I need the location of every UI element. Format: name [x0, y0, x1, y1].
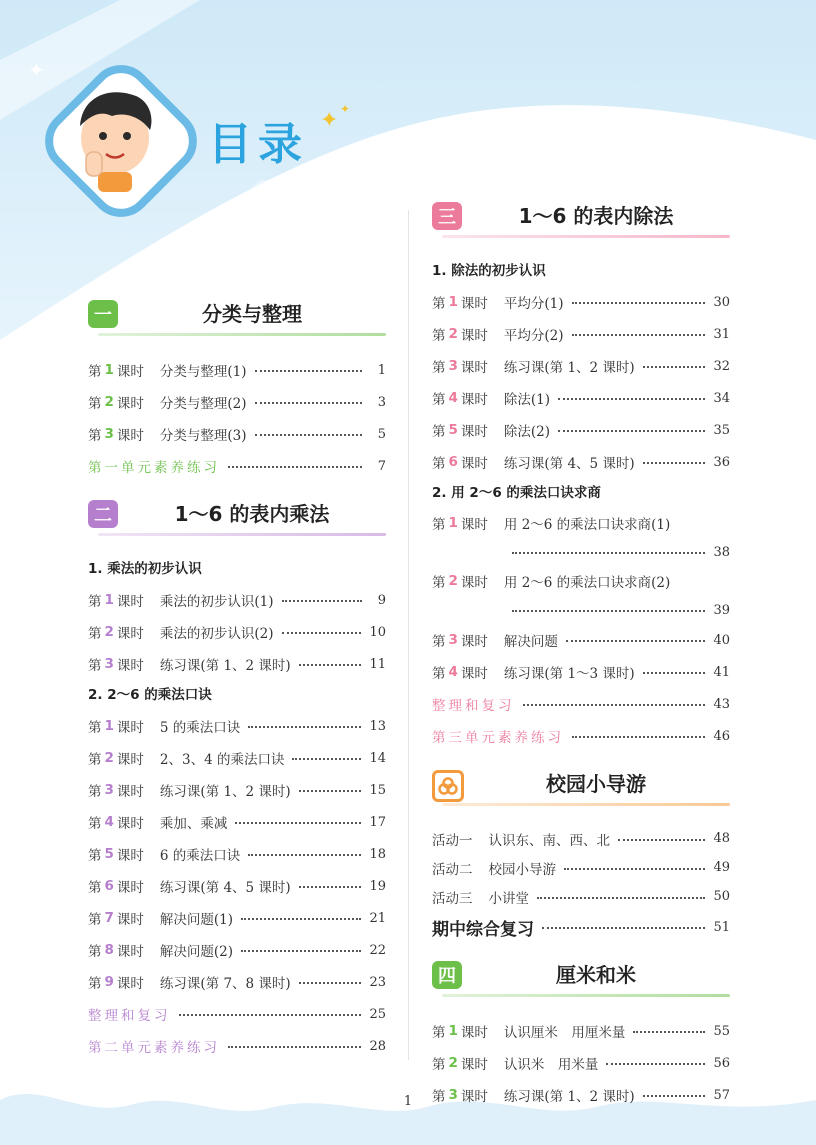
sparkle-icon: ✦ — [320, 108, 339, 133]
lesson-prefix: 第 — [432, 634, 446, 650]
entry-title: 乘法的初步认识(1) — [159, 594, 274, 610]
lesson-suffix: 课时 — [460, 634, 488, 650]
leader-dots — [643, 462, 706, 464]
entry-title: 解决问题(1) — [159, 912, 234, 928]
lesson-number: 1 — [448, 1023, 458, 1039]
page-ref: 31 — [713, 326, 730, 342]
page-ref: 57 — [713, 1087, 730, 1103]
section-badge: 四 — [432, 961, 462, 989]
lesson-prefix: 第 — [88, 976, 102, 992]
page-ref: 46 — [713, 728, 730, 744]
leader-dots — [299, 664, 362, 666]
leader-dots — [572, 736, 705, 738]
lesson-number: 4 — [448, 664, 458, 680]
lesson-suffix: 课时 — [116, 626, 144, 642]
toc-entry — [88, 418, 386, 450]
section-underline — [442, 803, 730, 806]
page-ref: 3 — [377, 394, 386, 410]
toc-entry — [432, 508, 730, 538]
lesson-suffix: 课时 — [116, 912, 144, 928]
leader-dots — [643, 672, 706, 674]
lesson-number: 4 — [448, 390, 458, 406]
lesson-number: 3 — [448, 358, 458, 374]
lesson-suffix: 课时 — [116, 594, 144, 610]
page-ref: 38 — [713, 544, 730, 560]
leader-dots — [558, 398, 705, 400]
toc-entry — [432, 911, 730, 943]
toc-entry — [88, 966, 386, 998]
lesson-prefix: 第 — [88, 848, 102, 864]
leader-dots — [564, 868, 705, 870]
entry-title: 练习课(第 4、5 课时) — [159, 880, 291, 896]
leader-dots — [558, 430, 705, 432]
lesson-prefix: 第 — [432, 456, 446, 472]
toc-entry — [88, 774, 386, 806]
subsection-title: 1. 乘法的初步认识 — [88, 561, 202, 577]
toc-entry — [88, 806, 386, 838]
page-ref: 43 — [713, 696, 730, 712]
page-number: 1 — [403, 1094, 413, 1109]
entry-title: 练习课(第 7、8 课时) — [159, 976, 291, 992]
toc-entry — [432, 656, 730, 688]
lesson-number: 1 — [448, 515, 458, 531]
entry-title: 第二单元素养练习 — [88, 1040, 220, 1056]
lesson-suffix: 课时 — [460, 392, 488, 408]
lesson-number: 3 — [448, 632, 458, 648]
lesson-suffix: 课时 — [116, 720, 144, 736]
lesson-number: 9 — [104, 974, 114, 990]
page-ref: 51 — [713, 919, 730, 935]
lesson-prefix: 第 — [88, 364, 102, 380]
toc-entry — [432, 824, 730, 853]
section-underline — [98, 333, 386, 336]
toc-entry — [88, 838, 386, 870]
entry-title: 练习课(第 4、5 课时) — [503, 456, 635, 472]
page-ref: 19 — [369, 878, 386, 894]
entry-title: 小讲堂 — [488, 890, 529, 907]
leader-dots — [241, 918, 361, 920]
lesson-prefix: 第 — [432, 296, 446, 312]
leader-dots — [241, 950, 361, 952]
leader-dots — [248, 854, 361, 856]
lesson-suffix: 课时 — [460, 328, 488, 344]
lesson-number: 1 — [104, 718, 114, 734]
page-ref: 10 — [369, 624, 386, 640]
lesson-prefix: 第 — [88, 784, 102, 800]
lesson-number: 3 — [104, 656, 114, 672]
lesson-suffix: 课时 — [460, 575, 488, 591]
lesson-suffix: 课时 — [460, 1025, 488, 1041]
page-title: 目录 — [208, 119, 308, 170]
entry-title: 整理和复习 — [432, 698, 515, 714]
lesson-suffix: 课时 — [116, 658, 144, 674]
entry-title: 整理和复习 — [88, 1008, 171, 1024]
leader-dots — [235, 822, 361, 824]
entry-title: 第三单元素养练习 — [432, 730, 564, 746]
leader-dots — [179, 1014, 362, 1016]
section-underline — [442, 235, 730, 238]
lesson-prefix: 第 — [88, 626, 102, 642]
page-ref: 11 — [369, 656, 386, 672]
toc-entry — [88, 742, 386, 774]
page-ref: 36 — [713, 454, 730, 470]
toc-entry — [88, 386, 386, 418]
entry-title: 练习课(第 1、2 课时) — [503, 360, 635, 376]
entry-title: 6 的乘法口诀 — [159, 848, 241, 864]
toc-entry — [432, 350, 730, 382]
lesson-number: 6 — [104, 878, 114, 894]
entry-title: 解决问题(2) — [159, 944, 234, 960]
entry-title: 期中综合复习 — [432, 919, 534, 940]
lesson-suffix: 课时 — [460, 517, 488, 533]
lesson-suffix: 课时 — [460, 360, 488, 376]
column-divider — [408, 210, 409, 1060]
activity-label: 活动一 — [432, 832, 473, 849]
leader-dots — [282, 600, 362, 602]
lesson-number: 2 — [104, 750, 114, 766]
lesson-number: 6 — [448, 454, 458, 470]
page-ref: 17 — [369, 814, 386, 830]
lesson-prefix: 第 — [432, 424, 446, 440]
entry-title: 除法(1) — [503, 392, 551, 408]
page-ref: 1 — [377, 362, 386, 378]
leader-dots — [572, 334, 706, 336]
sparkle-icon: ✦ — [340, 102, 351, 116]
activity-label: 活动二 — [432, 861, 473, 878]
entry-title: 平均分(2) — [503, 328, 564, 344]
leader-dots — [255, 434, 362, 436]
toc-entry-continued — [432, 538, 730, 566]
page-ref: 25 — [369, 1006, 386, 1022]
entry-title: 用 2～6 的乘法口诀求商(1) — [503, 517, 671, 533]
entry-title: 解决问题 — [503, 634, 558, 650]
section-title: 分类与整理 — [202, 302, 302, 326]
lesson-number: 2 — [448, 1055, 458, 1071]
lesson-number: 8 — [104, 942, 114, 958]
leader-dots — [299, 982, 362, 984]
toc-entry — [432, 286, 730, 318]
lesson-suffix: 课时 — [116, 396, 144, 412]
toc-entry — [432, 1047, 730, 1079]
entry-title: 乘加、乘减 — [159, 816, 228, 832]
page-ref: 14 — [369, 750, 386, 766]
toc-entry — [88, 902, 386, 934]
toc-entry — [432, 1015, 730, 1047]
rings-icon — [432, 770, 464, 802]
leader-dots — [643, 366, 706, 368]
entry-title: 认识厘米 用厘米量 — [503, 1025, 626, 1041]
entry-title: 练习课(第 1～3 课时) — [503, 666, 635, 682]
lesson-number: 1 — [104, 362, 114, 378]
lesson-number: 2 — [448, 326, 458, 342]
lesson-prefix: 第 — [432, 360, 446, 376]
page-ref: 7 — [377, 458, 386, 474]
lesson-prefix: 第 — [88, 428, 102, 444]
lesson-suffix: 课时 — [116, 848, 144, 864]
lesson-suffix: 课时 — [116, 364, 144, 380]
section-header — [88, 296, 386, 340]
toc-entry — [88, 710, 386, 742]
toc-entry — [432, 882, 730, 911]
subsection-title: 1. 除法的初步认识 — [432, 263, 546, 279]
lesson-suffix: 课时 — [116, 428, 144, 444]
toc-entry — [432, 853, 730, 882]
leader-dots — [255, 370, 362, 372]
lesson-prefix: 第 — [432, 328, 446, 344]
page-ref: 9 — [377, 592, 386, 608]
section-underline — [442, 994, 730, 997]
lesson-prefix: 第 — [88, 752, 102, 768]
page-ref: 34 — [713, 390, 730, 406]
leader-dots — [606, 1063, 705, 1065]
page-ref: 18 — [369, 846, 386, 862]
toc-entry — [88, 870, 386, 902]
section-title: 校园小导游 — [546, 772, 646, 796]
lesson-prefix: 第 — [88, 720, 102, 736]
leader-dots — [633, 1031, 705, 1033]
entry-title: 练习课(第 1、2 课时) — [159, 784, 291, 800]
page-ref: 48 — [713, 831, 730, 846]
leader-dots — [299, 790, 362, 792]
section-header — [88, 496, 386, 540]
entry-title: 2、3、4 的乘法口诀 — [159, 752, 285, 768]
lesson-prefix: 第 — [88, 594, 102, 610]
page-ref: 41 — [713, 664, 730, 680]
toc-entry — [88, 584, 386, 616]
toc-entry-continued — [432, 596, 730, 624]
lesson-prefix: 第 — [88, 944, 102, 960]
lesson-prefix: 第 — [432, 517, 446, 533]
leader-dots — [512, 610, 705, 612]
toc-right-column — [432, 198, 730, 1111]
entry-title: 认识东、南、西、北 — [488, 832, 610, 849]
lesson-suffix: 课时 — [460, 666, 488, 682]
page-ref: 22 — [369, 942, 386, 958]
page-ref: 30 — [713, 294, 730, 310]
page-ref: 32 — [713, 358, 730, 374]
section-title: 1～6 的表内乘法 — [174, 502, 330, 526]
page-ref: 35 — [713, 422, 730, 438]
toc-entry — [88, 648, 386, 680]
lesson-prefix: 第 — [432, 1057, 446, 1073]
page-ref: 23 — [369, 974, 386, 990]
entry-title: 除法(2) — [503, 424, 551, 440]
toc-entry — [432, 720, 730, 752]
entry-title: 认识米 用米量 — [503, 1057, 599, 1073]
entry-title: 第一单元素养练习 — [88, 460, 220, 476]
toc-left-column — [88, 296, 386, 1062]
page-ref: 13 — [369, 718, 386, 734]
entry-title: 分类与整理(2) — [159, 396, 247, 412]
activity-label: 活动三 — [432, 890, 473, 907]
page-ref: 39 — [713, 602, 730, 618]
lesson-number: 3 — [448, 1087, 458, 1103]
toc-entry — [432, 414, 730, 446]
lesson-prefix: 第 — [432, 666, 446, 682]
leader-dots — [512, 552, 705, 554]
entry-title: 平均分(1) — [503, 296, 564, 312]
section-badge: 三 — [432, 202, 462, 230]
page-ref: 50 — [713, 889, 730, 904]
leader-dots — [228, 1046, 361, 1048]
leader-dots — [566, 640, 706, 642]
toc-entry — [88, 998, 386, 1030]
lesson-suffix: 课时 — [460, 296, 488, 312]
section-header — [432, 198, 730, 242]
lesson-suffix: 课时 — [116, 752, 144, 768]
section-title: 厘米和米 — [556, 963, 636, 987]
page-ref: 21 — [369, 910, 386, 926]
toc-entry — [432, 688, 730, 720]
page-ref: 56 — [713, 1055, 730, 1071]
toc-entry — [88, 934, 386, 966]
leader-dots — [523, 704, 706, 706]
lesson-prefix: 第 — [88, 880, 102, 896]
lesson-prefix: 第 — [432, 392, 446, 408]
entry-title: 5 的乘法口诀 — [159, 720, 241, 736]
entry-title: 校园小导游 — [488, 861, 556, 878]
lesson-number: 5 — [104, 846, 114, 862]
toc-entry — [88, 354, 386, 386]
lesson-number: 2 — [104, 624, 114, 640]
entry-title: 分类与整理(1) — [159, 364, 247, 380]
page-ref: 15 — [369, 782, 386, 798]
lesson-suffix: 课时 — [116, 784, 144, 800]
entry-title: 练习课(第 1、2 课时) — [503, 1089, 635, 1105]
toc-entry — [432, 624, 730, 656]
lesson-prefix: 第 — [88, 912, 102, 928]
section-underline — [98, 533, 386, 536]
lesson-suffix: 课时 — [116, 880, 144, 896]
leader-dots — [255, 402, 362, 404]
lesson-number: 2 — [104, 394, 114, 410]
section-badge: 一 — [88, 300, 118, 328]
lesson-number: 3 — [104, 782, 114, 798]
lesson-suffix: 课时 — [116, 976, 144, 992]
lesson-suffix: 课时 — [116, 944, 144, 960]
section-header — [432, 957, 730, 1001]
lesson-prefix: 第 — [432, 1025, 446, 1041]
leader-dots — [572, 302, 706, 304]
lesson-prefix: 第 — [432, 1089, 446, 1105]
page-ref: 28 — [369, 1038, 386, 1054]
subsection-title: 2. 用 2～6 的乘法口诀求商 — [432, 485, 601, 501]
page-ref: 5 — [377, 426, 386, 442]
leader-dots — [618, 839, 705, 841]
lesson-suffix: 课时 — [116, 816, 144, 832]
section-header — [432, 766, 730, 810]
toc-entry — [432, 446, 730, 478]
leader-dots — [228, 466, 362, 468]
lesson-number: 3 — [104, 426, 114, 442]
toc-entry — [88, 616, 386, 648]
lesson-prefix: 第 — [88, 816, 102, 832]
section-title: 1～6 的表内除法 — [518, 204, 674, 228]
lesson-number: 2 — [448, 573, 458, 589]
lesson-prefix: 第 — [432, 575, 446, 591]
lesson-suffix: 课时 — [460, 456, 488, 472]
leader-dots — [282, 632, 362, 634]
entry-title: 乘法的初步认识(2) — [159, 626, 274, 642]
leader-dots — [292, 758, 361, 760]
toc-entry — [432, 566, 730, 596]
lesson-number: 5 — [448, 422, 458, 438]
leader-dots — [299, 886, 362, 888]
leader-dots — [537, 897, 705, 899]
toc-entry — [432, 318, 730, 350]
lesson-prefix: 第 — [88, 396, 102, 412]
entry-title: 分类与整理(3) — [159, 428, 247, 444]
entry-title: 用 2～6 的乘法口诀求商(2) — [503, 575, 671, 591]
toc-entry — [432, 382, 730, 414]
sparkle-icon: ✦ — [28, 58, 45, 82]
lesson-suffix: 课时 — [460, 1057, 488, 1073]
toc-entry — [88, 450, 386, 482]
lesson-number: 1 — [104, 592, 114, 608]
leader-dots — [248, 726, 361, 728]
page-ref: 49 — [713, 860, 730, 875]
lesson-number: 4 — [104, 814, 114, 830]
lesson-prefix: 第 — [88, 658, 102, 674]
lesson-suffix: 课时 — [460, 424, 488, 440]
page-ref: 40 — [713, 632, 730, 648]
subsection-title: 2. 2～6 的乘法口诀 — [88, 687, 212, 703]
lesson-suffix: 课时 — [460, 1089, 488, 1105]
page-ref: 55 — [713, 1023, 730, 1039]
leader-dots — [542, 927, 705, 929]
lesson-number: 1 — [448, 294, 458, 310]
section-badge: 二 — [88, 500, 118, 528]
lesson-number: 7 — [104, 910, 114, 926]
toc-entry — [88, 1030, 386, 1062]
entry-title: 练习课(第 1、2 课时) — [159, 658, 291, 674]
